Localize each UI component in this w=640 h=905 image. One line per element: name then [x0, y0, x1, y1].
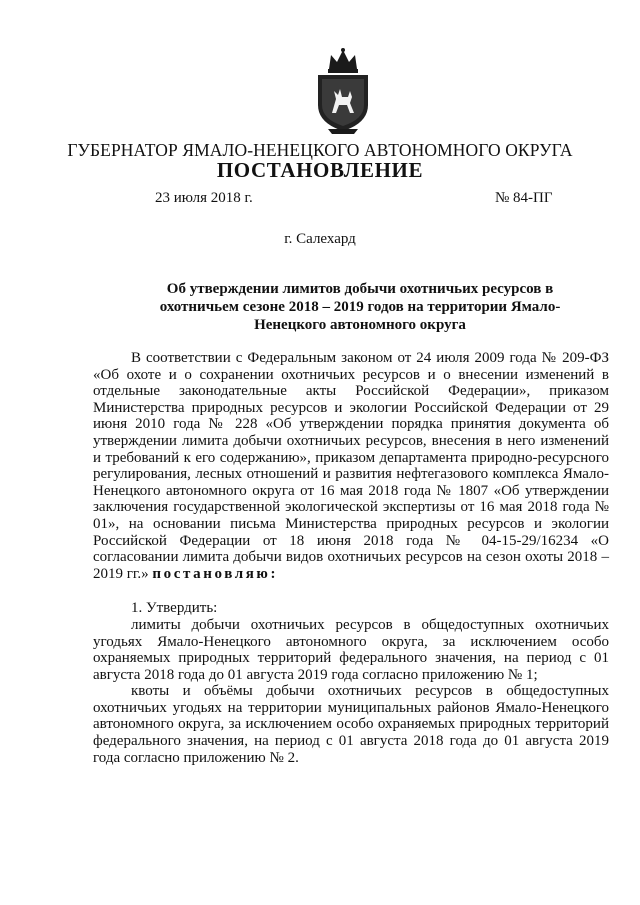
decree-word: постановляю: — [152, 565, 279, 582]
item-1-subitem-2: квоты и объёмы добычи охотничьих ресурсов в общедоступных охотничьих угодьях на территории муниципальных районов Ямало-Ненецкого автономного округа, за исключением особо охраняемых природных территорий федерального значения, на период с 01 августа 2018 года до 01 августа 2019 года согласно приложению № 2. — [93, 683, 609, 766]
issue-city: г. Салехард — [284, 231, 356, 247]
document-title: Об утверждении лимитов добычи охотничьих ресурсов в охотничьем сезоне 2018 – 2019 годов на территории Ямало-Ненецкого автономного округа — [159, 281, 561, 333]
document-type: ПОСТАНОВЛЕНИЕ — [216, 158, 424, 182]
document-date: 23 июля 2018 г. — [155, 190, 253, 206]
coat-of-arms-emblem — [314, 47, 372, 135]
item-1-heading: 1. Утвердить: — [131, 600, 218, 617]
document-number: № 84-ПГ — [495, 190, 553, 206]
preamble-paragraph — [93, 350, 609, 582]
item-1-subitem-1: лимиты добычи охотничьих ресурсов в общедоступных охотничьих угодьях Ямало-Ненецкого автономного округа, за исключением особо охраняемых природных территорий федерального значения, на период с 01 августа 2018 года до 01 августа 2019 года согласно приложению № 1; — [93, 616, 609, 683]
issuing-authority: ГУБЕРНАТОР ЯМАЛО-НЕНЕЦКОГО АВТОНОМНОГО ОКРУГА — [67, 140, 573, 160]
preamble-text: В соответствии с Федеральным законом от 24 июля 2009 года № 209-ФЗ «Об охоте и о сохранении охотничьих ресурсов и о внесении изменений в отдельные законодательные акты Российской Федерации», приказом Министерства природных ресурсов и экологии Российской Федерации от 29 июня 2010 года № 228 «Об утверждении порядка принятия документа об утверждении лимита добычи охотничьих ресурсов, внесения в него изменений и требований к его содержанию», приказом департамента природно-ресурсного регулирования, лесных отношений и развития нефтегазового комплекса Ямало-Ненецкого автономного округа от 16 мая 2018 года № 1807 «Об утверждении заключения государственной экологической экспертизы от 16 мая 2018 года № 01», на основании письма Министерства природных ресурсов и экологии Российской Федерации от 18 июня 2018 года № 04-15-29/16234 «О согласовании лимита добычи видов охотничьих ресурсов на сезон охоты 2018 – 2019 гг.» — [93, 350, 609, 582]
document-body — [93, 350, 609, 766]
